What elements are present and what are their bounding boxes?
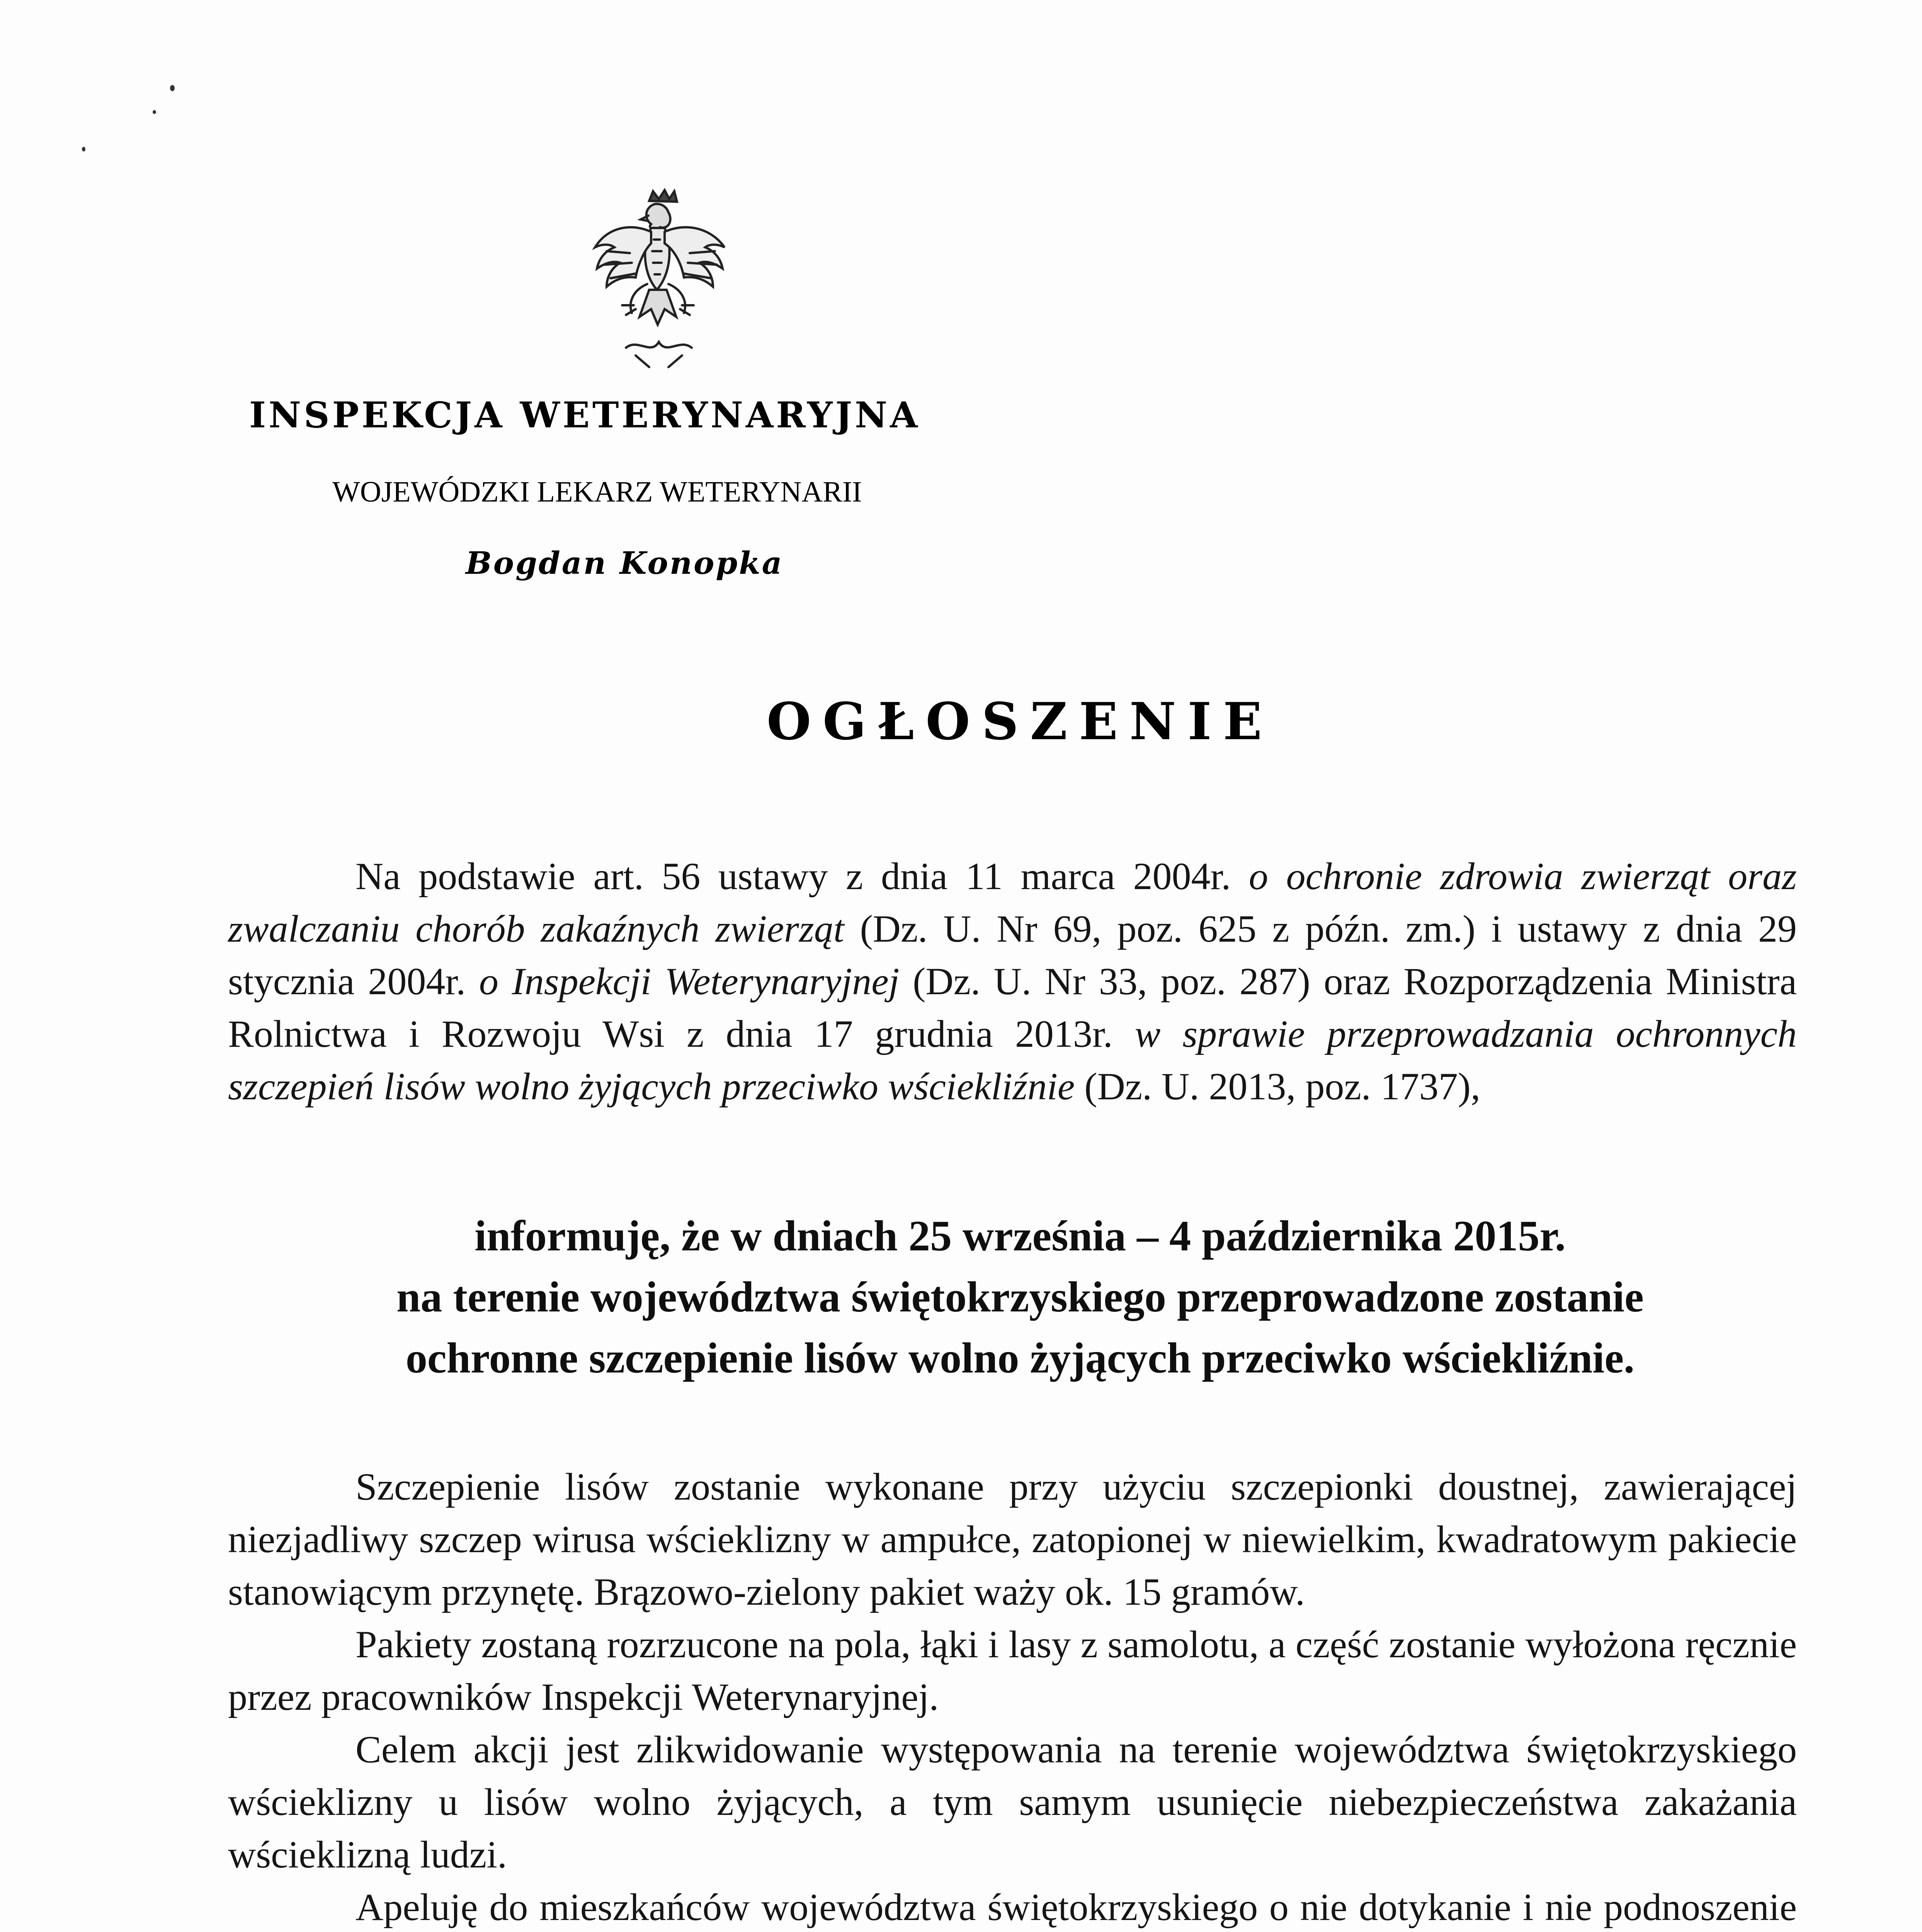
act-title-1: o ochronie zdrowia zwierząt oraz zwalczaniu chorób zakaźnych zwierząt [228, 855, 1797, 950]
office-title: WOJEWÓDZKI LEKARZ WETERYNARII [332, 476, 862, 508]
act-title-2: o Inspekcji Weterynaryjnej [479, 960, 900, 1003]
official-name: Bogdan Konopka [466, 545, 784, 581]
intro-text-2: (Dz. U. Nr 69, poz. 625 z późn. zm.) i ustawy z dnia 29 stycznia 2004r. [228, 907, 1797, 1003]
scan-speck [170, 85, 175, 91]
announcement-line: na terenie województwa świętokrzyskiego przeprowadzone zostanie [396, 1273, 1644, 1321]
document-heading: OGŁOSZENIE [767, 692, 1274, 752]
announcement-block [0, 1206, 1922, 1389]
announcement-line: informuję, że w dniach 25 września – 4 października 2015r. [475, 1212, 1566, 1260]
body-paragraph: Pakiety zostaną rozrzucone na pola, łąki i lasy z samolotu, a część zostanie wyłożona ręcznie przez pracowników Inspekcji Weterynaryjnej. [228, 1623, 1797, 1718]
body-text [228, 1461, 1797, 1932]
scan-speck [153, 110, 156, 114]
act-title-3: w sprawie przeprowadzania ochronnych szczepień lisów wolno żyjących przeciwko wściekliźnie [228, 1012, 1797, 1108]
intro-text-3: (Dz. U. Nr 33, poz. 287) oraz Rozporządzenia Ministra Rolnictwa i Rozwoju Wsi z dnia 17 grudnia 2013r. [228, 960, 1797, 1055]
polish-eagle-icon [572, 185, 750, 379]
intro-text-1: Na podstawie art. 56 ustawy z dnia 11 marca 2004r. [355, 855, 1249, 898]
scan-speck [82, 147, 85, 151]
legal-basis-paragraph [228, 850, 1797, 1113]
body-paragraph: Celem akcji jest zlikwidowanie występowania na terenie województwa świętokrzyskiego wścieklizny u lisów wolno żyjących, a tym samym usunięcie niebezpieczeństwa zakażania wścieklizną ludzi. [228, 1728, 1797, 1876]
body-paragraph: Apeluję do mieszkańców województwa świętokrzyskiego o nie dotykanie i nie podnoszenie [355, 1886, 1797, 1929]
institution-title: INSPEKCJA WETERYNARYJNA [249, 394, 920, 436]
intro-text-4: (Dz. U. 2013, poz. 1737), [1075, 1065, 1481, 1108]
body-paragraph: Szczepienie lisów zostanie wykonane przy użyciu szczepionki doustnej, zawierającej niezjadliwy szczep wirusa wścieklizny w ampułce, zatopionej w niewielkim, kwadratowym pakiecie stanowiącym przynętę. Brązowo-zielony pakiet waży ok. 15 gramów. [228, 1465, 1797, 1613]
announcement-line: ochronne szczepienie lisów wolno żyjących przeciwko wściekliźnie. [405, 1334, 1635, 1382]
